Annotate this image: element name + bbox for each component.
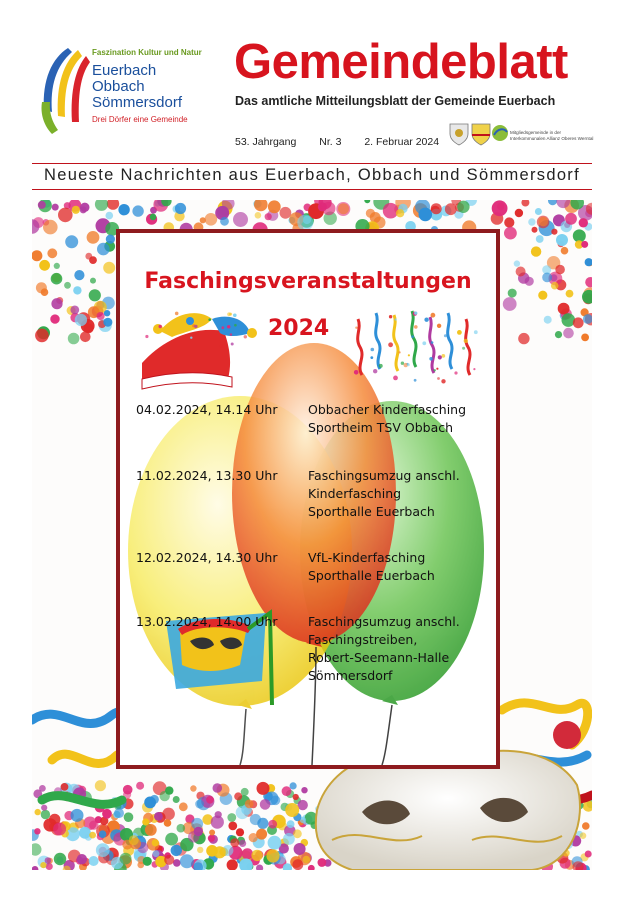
logo-tagline: Faszination Kultur und Natur: [92, 48, 202, 57]
event-date: 12.02.2024, 14.30 Uhr: [136, 550, 278, 565]
confetti-dot: [581, 334, 589, 342]
confetti-dot: [220, 217, 229, 226]
confetti-dot: [437, 377, 440, 380]
confetti-dot: [287, 820, 295, 828]
confetti-dot: [52, 204, 59, 211]
confetti-dot: [177, 824, 186, 833]
confetti-dot: [154, 812, 163, 821]
confetti-dot: [585, 851, 592, 858]
confetti-dot: [188, 831, 199, 842]
confetti-dot: [582, 290, 592, 304]
confetti-dot: [227, 813, 236, 822]
confetti-dot: [165, 833, 178, 846]
logo-town-obbach: Obbach: [92, 78, 145, 95]
confetti-dot: [89, 832, 96, 839]
confetti-dot: [95, 200, 108, 211]
confetti-dot: [260, 799, 271, 810]
confetti-dot: [255, 212, 262, 219]
confetti-dot: [422, 341, 426, 345]
confetti-dot: [38, 201, 46, 209]
confetti-dot: [123, 785, 133, 795]
confetti-dot: [73, 286, 81, 294]
confetti-dot: [518, 333, 529, 344]
confetti-dot: [441, 354, 445, 358]
confetti-dot: [190, 785, 196, 791]
confetti-dot: [32, 866, 38, 870]
streamers-icon: [358, 311, 470, 375]
news-headline: Neueste Nachrichten aus Euerbach, Obbach und Sömmersdorf: [44, 166, 580, 184]
confetti-dot: [120, 853, 132, 865]
confetti-dot: [395, 318, 397, 320]
event-date: 11.02.2024, 13.30 Uhr: [136, 468, 278, 483]
confetti-dot: [268, 836, 282, 850]
confetti-dot: [492, 200, 508, 216]
confetti-dot: [383, 203, 399, 219]
confetti-dot: [195, 800, 204, 809]
confetti-dot: [58, 208, 73, 223]
confetti-dot: [239, 840, 246, 847]
confetti-dot: [457, 201, 469, 213]
confetti-dot: [462, 347, 465, 350]
confetti-dot: [424, 318, 428, 322]
confetti-dot: [32, 250, 42, 261]
confetti-dot: [565, 213, 577, 225]
event-date: 13.02.2024, 14.00 Uhr: [136, 614, 278, 629]
confetti-dot: [97, 312, 105, 320]
confetti-dot: [445, 203, 457, 215]
issue-number: Nr. 3: [319, 136, 342, 148]
confetti-dot: [68, 333, 80, 345]
confetti-dot: [114, 808, 124, 818]
confetti-dot: [354, 370, 359, 375]
confetti-dot: [41, 805, 47, 811]
confetti-dot: [266, 849, 279, 862]
confetti-dot: [542, 273, 552, 283]
confetti-dot: [79, 827, 91, 839]
confetti-dot: [441, 379, 445, 383]
poster-year: 2024: [268, 316, 330, 341]
confetti-dot: [39, 260, 50, 271]
confetti-dot: [256, 865, 263, 871]
confetti-dot: [80, 203, 89, 212]
confetti-dot: [152, 839, 159, 846]
confetti-dot: [535, 208, 542, 215]
confetti-dot: [43, 220, 58, 235]
confetti-dot: [555, 331, 562, 338]
header-rule-bottom: [32, 189, 592, 190]
confetti-dot: [164, 819, 172, 827]
event-description: Obbacher Kinderfasching Sportheim TSV Obbach: [308, 402, 467, 435]
confetti-dot: [47, 248, 57, 258]
confetti-dot: [179, 802, 188, 811]
confetti-dot: [257, 818, 268, 829]
confetti-dot: [150, 214, 157, 221]
confetti-dot: [214, 846, 226, 858]
confetti-dot: [407, 363, 410, 366]
confetti-dot: [280, 207, 292, 219]
confetti-dot: [89, 821, 98, 830]
confetti-dot: [265, 213, 272, 220]
confetti-dot: [95, 780, 106, 791]
confetti-dot: [171, 845, 182, 856]
confetti-dot: [164, 855, 174, 865]
confetti-dot: [551, 282, 559, 290]
confetti-dot: [213, 783, 223, 793]
confetti-dot: [338, 203, 349, 214]
confetti-dot: [46, 863, 53, 870]
confetti-dot: [504, 227, 517, 240]
confetti-dot: [53, 823, 66, 836]
confetti-dot: [558, 303, 570, 315]
event-description: Faschingsumzug anschl. Faschingstreiben, Robert-Seemann-Halle Sömmersdorf: [308, 614, 460, 683]
confetti-dot: [301, 787, 307, 793]
confetti-dot: [234, 792, 242, 800]
event-description: VfL-Kinderfasching Sporthalle Euerbach: [308, 550, 435, 583]
confetti-dot: [242, 848, 253, 859]
confetti-dot: [573, 317, 584, 328]
logo-town-euerbach: Euerbach: [92, 62, 157, 79]
confetti-dot: [231, 343, 234, 346]
confetti-dot: [219, 344, 223, 348]
confetti-dot: [438, 355, 442, 359]
confetti-dot: [84, 324, 94, 334]
event-description: Faschingsumzug anschl. Kinderfasching Sporthalle Euerbach: [308, 468, 460, 519]
confetti-dot: [89, 289, 101, 301]
confetti-dot: [145, 335, 148, 338]
confetti-dot: [227, 325, 230, 328]
confetti-dot: [538, 291, 547, 300]
confetti-dot: [36, 282, 47, 293]
confetti-dot: [293, 794, 299, 800]
confetti-dot: [294, 843, 306, 855]
confetti-dot: [32, 843, 42, 855]
confetti-dot: [411, 335, 414, 338]
confetti-dot: [197, 847, 203, 853]
confetti-dot: [444, 334, 447, 337]
confetti-dot: [51, 298, 62, 309]
confetti-dot: [257, 782, 270, 795]
confetti-dot: [562, 313, 576, 327]
confetti-dot: [159, 325, 162, 328]
confetti-dot: [190, 337, 192, 339]
confetti-dot: [379, 364, 383, 368]
confetti-dot: [89, 856, 99, 866]
confetti-dot: [566, 290, 574, 298]
confetti-dot: [208, 318, 211, 321]
confetti-dot: [221, 326, 224, 329]
confetti-dot: [241, 788, 249, 796]
confetti-dot: [544, 316, 552, 324]
confetti-dot: [103, 318, 112, 327]
issue-date: 2. Februar 2024: [364, 136, 440, 148]
confetti-dot: [268, 820, 277, 829]
confetti-dot: [318, 858, 327, 867]
logo-town-soemmersdorf: Sömmersdorf: [92, 94, 183, 111]
confetti-dot: [508, 289, 517, 298]
confetti-dot: [408, 354, 410, 356]
confetti-dot: [89, 256, 97, 264]
confetti-dot: [532, 227, 538, 233]
confetti-dot: [142, 818, 149, 825]
confetti-dot: [503, 297, 517, 311]
confetti-dot: [308, 865, 315, 870]
confetti-dot: [434, 369, 436, 371]
confetti-dot: [474, 330, 478, 334]
confetti-dot: [118, 204, 129, 215]
confetti-dot: [521, 200, 529, 207]
confetti-dot: [431, 313, 436, 318]
confetti-dot: [292, 859, 303, 870]
confetti-dot: [431, 341, 434, 344]
confetti-dot: [61, 783, 69, 791]
confetti-dot: [229, 313, 232, 316]
confetti-dot: [165, 786, 173, 794]
confetti-dot: [236, 828, 244, 836]
confetti-dot: [355, 327, 357, 329]
confetti-dot: [205, 213, 218, 226]
confetti-dot: [233, 314, 237, 318]
confetti-dot: [464, 339, 468, 343]
confetti-dot: [285, 803, 299, 817]
confetti-dot: [364, 200, 370, 203]
confetti-dot: [50, 314, 59, 323]
confetti-dot: [504, 217, 514, 227]
confetti-dot: [414, 379, 417, 382]
confetti-dot: [516, 267, 526, 277]
confetti-dot: [539, 217, 549, 227]
confetti-dot: [40, 862, 46, 868]
confetti-dot: [548, 200, 557, 205]
masthead-title: Gemeindeblatt: [234, 35, 568, 89]
confetti-dot: [401, 362, 404, 365]
confetti-dot: [34, 828, 40, 834]
confetti-dot: [173, 796, 180, 803]
confetti-dot: [536, 235, 544, 243]
confetti-dot: [370, 356, 373, 359]
confetti-dot: [371, 348, 375, 352]
confetti-dot: [473, 368, 475, 370]
confetti-dot: [373, 369, 377, 373]
confetti-dot: [581, 241, 588, 248]
confetti-dot: [228, 822, 237, 831]
header-rule-top: [32, 163, 592, 164]
confetti-dot: [457, 330, 462, 335]
confetti-dot: [585, 277, 592, 287]
confetti-dot: [283, 833, 295, 845]
confetti-dot: [563, 328, 574, 339]
confetti-dot: [106, 235, 115, 244]
confetti-dot: [107, 200, 119, 210]
confetti-dot: [556, 234, 568, 246]
confetti-dot: [45, 857, 52, 864]
confetti-dot: [414, 312, 417, 315]
confetti-dot: [194, 325, 197, 328]
confetti-dot: [124, 812, 134, 822]
confetti-dot: [230, 333, 233, 336]
confetti-dot: [388, 342, 393, 347]
confetti-dot: [528, 218, 535, 225]
confetti-dot: [180, 854, 194, 868]
confetti-dot: [90, 278, 96, 284]
confetti-dot: [233, 212, 248, 227]
confetti-dot: [454, 371, 457, 374]
confetti-dot: [429, 357, 433, 361]
confetti-dot: [436, 368, 438, 370]
confetti-dot: [104, 310, 110, 316]
confetti-dot: [96, 843, 110, 857]
confetti-dot: [72, 206, 80, 214]
issue-line: [235, 136, 459, 148]
volume-label: 53. Jahrgang: [235, 136, 297, 148]
confetti-dot: [514, 260, 520, 266]
confetti-dot: [244, 335, 247, 338]
confetti-dot: [282, 786, 292, 796]
confetti-dot: [245, 800, 254, 809]
confetti-dot: [256, 829, 267, 840]
confetti-dot: [227, 859, 238, 870]
confetti-dot: [254, 200, 268, 211]
confetti-dot: [234, 324, 237, 327]
confetti-dot: [208, 835, 215, 842]
confetti-dot: [585, 258, 592, 266]
confetti-dot: [64, 282, 71, 289]
confetti-dot: [582, 822, 590, 830]
confetti-dot: [396, 209, 404, 217]
confetti-dot: [555, 265, 565, 275]
confetti-dot: [35, 329, 49, 343]
confetti-dot: [211, 816, 224, 829]
town-logo: [28, 36, 218, 146]
confetti-dot: [230, 838, 239, 847]
confetti-dot: [41, 810, 50, 819]
alliance-note: Mitgliedsgemeinde in der Interkommunalen Allianz Oberes Werntal: [510, 130, 594, 141]
confetti-dot: [399, 351, 401, 353]
confetti-dot: [579, 218, 588, 227]
confetti-dot: [77, 854, 87, 864]
confetti-dot: [54, 853, 66, 865]
coat-of-arms-icon: [448, 122, 508, 146]
confetti-dot: [97, 243, 110, 256]
confetti-dot: [209, 830, 215, 836]
confetti-dot: [143, 857, 152, 866]
logo-subline: Drei Dörfer eine Gemeinde: [92, 115, 188, 124]
confetti-dot: [531, 246, 541, 256]
confetti-dot: [389, 315, 392, 318]
confetti-dot: [136, 782, 144, 790]
confetti-dot: [393, 376, 398, 381]
confetti-dot: [70, 306, 79, 315]
confetti-dot: [75, 314, 87, 326]
confetti-dot: [103, 262, 115, 274]
confetti-dot: [74, 270, 84, 280]
confetti-dot: [132, 205, 143, 216]
confetti-dot: [431, 203, 442, 214]
event-date: 04.02.2024, 14.14 Uhr: [136, 402, 278, 417]
confetti-dot: [87, 231, 100, 244]
confetti-dot: [414, 325, 418, 329]
confetti-dot: [51, 273, 63, 285]
confetti-dot: [54, 263, 60, 269]
confetti-dot: [65, 235, 78, 248]
confetti-dot: [175, 203, 186, 214]
confetti-dot: [303, 856, 311, 864]
confetti-dot: [129, 835, 139, 845]
confetti-dot: [268, 200, 281, 213]
event-poster: [116, 229, 500, 769]
confetti-dot: [145, 824, 157, 836]
confetti-dot: [71, 809, 84, 822]
confetti-dot: [153, 850, 160, 857]
confetti-dot: [561, 247, 569, 255]
confetti-dot: [175, 312, 179, 316]
confetti-dot: [35, 809, 41, 815]
confetti-dot: [99, 830, 107, 838]
confetti-dot: [515, 209, 523, 217]
confetti-dot: [580, 832, 587, 839]
confetti-dot: [551, 229, 557, 235]
masthead-subtitle: Das amtliche Mitteilungsblatt der Gemeinde Euerbach: [235, 94, 556, 108]
confetti-dot: [206, 796, 214, 804]
confetti-dot: [251, 850, 262, 861]
confetti-dot: [106, 212, 114, 220]
confetti-dot: [150, 795, 159, 804]
confetti-dot: [437, 324, 441, 328]
confetti-dot: [419, 208, 433, 222]
town-logo-swirl-icon: [34, 40, 92, 140]
poster-title: Faschingsveranstaltungen: [144, 269, 472, 294]
jester-hat-icon: [142, 313, 257, 389]
confetti-dot: [194, 318, 197, 321]
confetti-dot: [290, 782, 297, 789]
